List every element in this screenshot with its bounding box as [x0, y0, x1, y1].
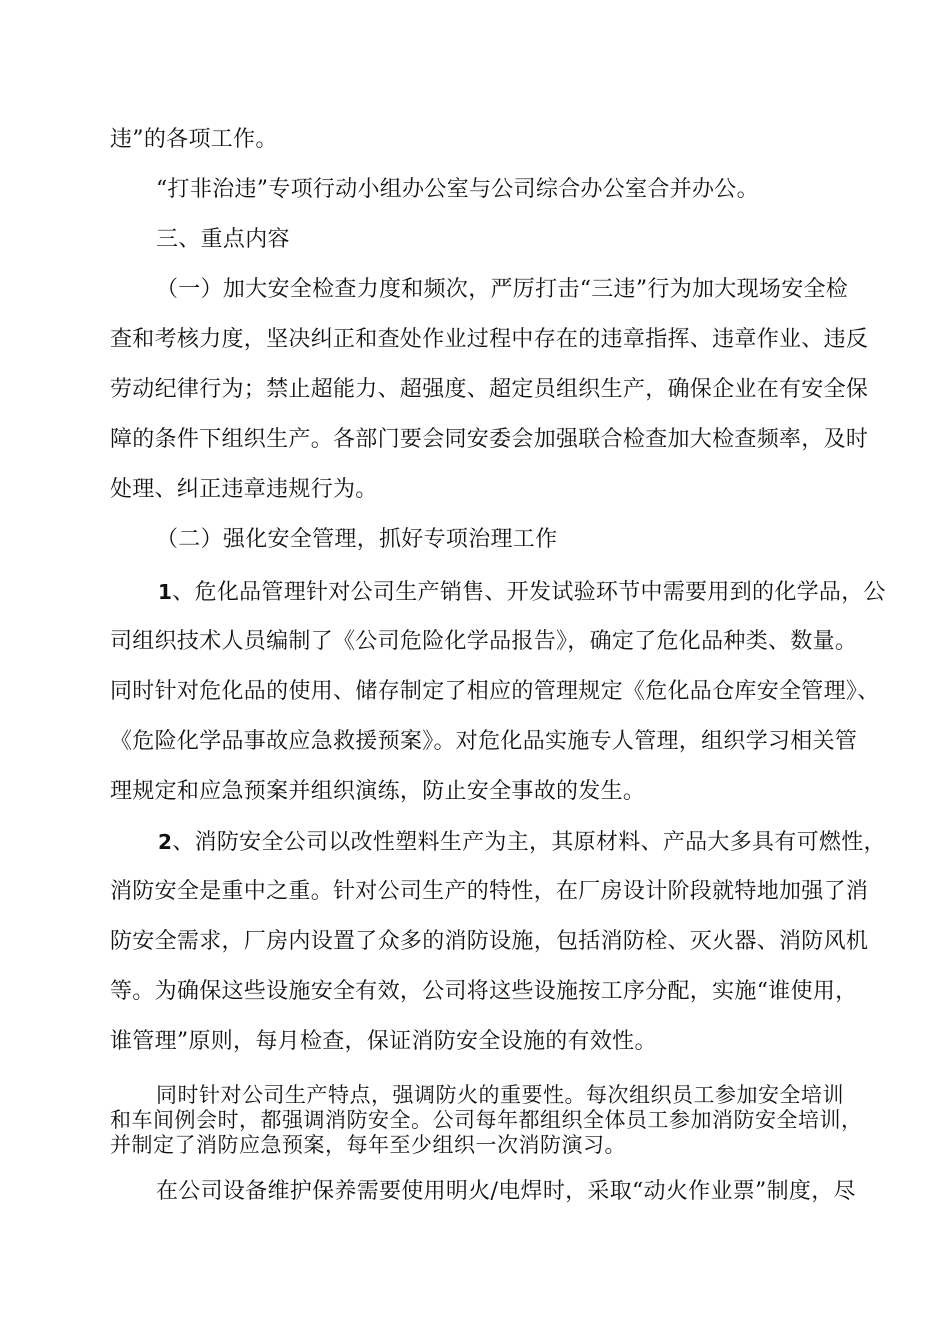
subsection-heading: （一）加大安全检查力度和频次，严厉打击“三违”行为加大现场安全检 — [156, 277, 849, 302]
subsection-heading: （二）强化安全管理，抓好专项治理工作 — [156, 527, 558, 552]
text-line: 《危险化学品事故应急救援预案》。对危化品实施专人管理，组织学习相关管 — [110, 729, 858, 754]
item-number: 1 — [158, 580, 173, 604]
text-line: 在公司设备维护保养需要使用明火/电焊时，采取“动火作业票”制度，尽 — [156, 1179, 856, 1204]
text-line: 和车间例会时，都强调消防安全。公司每年都组织全体员工参加消防安全培训， — [110, 1108, 863, 1132]
text-line: “打非治违”专项行动小组办公室与公司综合办公室合并办公。 — [156, 177, 759, 202]
text-line: 等。为确保这些设施安全有效，公司将这些设施按工序分配，实施“谁使用， — [110, 979, 858, 1004]
text-line: 防安全需求，厂房内设置了众多的消防设施，包括消防栓、灭火器、消防风机 — [110, 929, 869, 954]
text-line: 劳动纪律行为；禁止超能力、超强度、超定员组织生产，确保企业在有安全保 — [110, 377, 869, 402]
text-line: 消防安全是重中之重。针对公司生产的特性，在厂房设计阶段就特地加强了消 — [110, 879, 869, 904]
text-line: 障的条件下组织生产。各部门要会同安委会加强联合检查加大检查频率，及时 — [110, 427, 869, 452]
numbered-item-1 — [158, 579, 886, 606]
text-line: 同时针对危化品的使用、储存制定了相应的管理规定《危化品仓库安全管理》、 — [110, 679, 880, 704]
section-heading: 三、重点内容 — [156, 227, 290, 252]
numbered-item-2 — [158, 829, 886, 856]
text-line: 、消防安全公司以改性塑料生产为主，其原材料、产品大多具有可燃性， — [172, 830, 886, 855]
text-line: 处理、纠正违章违规行为。 — [110, 477, 378, 502]
text-line: 查和考核力度，坚决纠正和查处作业过程中存在的违章指挥、违章作业、违反 — [110, 327, 869, 352]
text-line: 谁管理”原则，每月检查，保证消防安全设施的有效性。 — [110, 1029, 657, 1054]
text-line: 、危化品管理针对公司生产销售、开发试验环节中需要用到的化学品，公 — [172, 580, 886, 605]
text-line: 理规定和应急预案并组织演练，防止安全事故的发生。 — [110, 779, 646, 804]
text-line: 同时针对公司生产特点，强调防火的重要性。每次组织员工参加安全培训 — [156, 1083, 844, 1107]
item-number: 2 — [158, 830, 173, 854]
text-line: 司组织技术人员编制了《公司危险化学品报告》，确定了危化品种类、数量。 — [110, 629, 858, 654]
text-line: 违”的各项工作。 — [110, 127, 278, 152]
text-line: 并制定了消防应急预案，每年至少组织一次消防演习。 — [110, 1133, 626, 1157]
